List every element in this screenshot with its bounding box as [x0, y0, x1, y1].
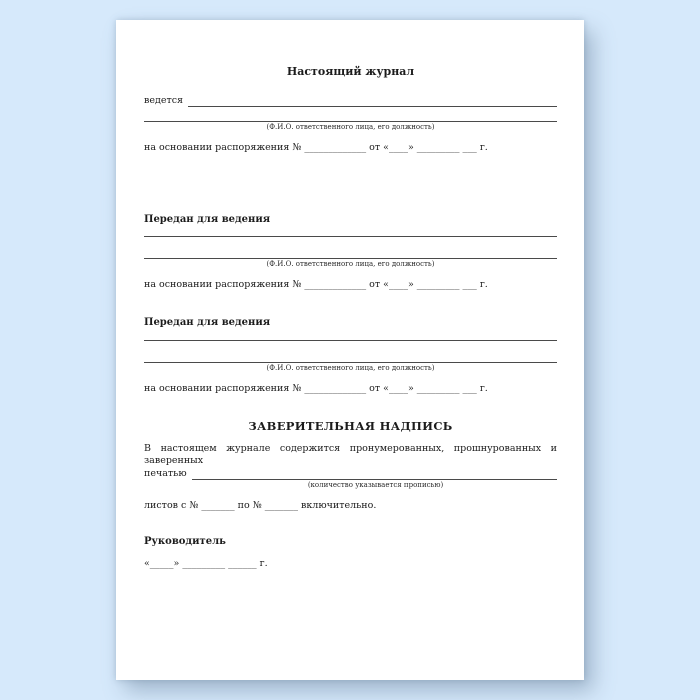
transfer-section-title: Передан для ведения — [144, 213, 271, 225]
certification-seal-row — [144, 467, 557, 480]
intro-fill-line-2 — [144, 107, 557, 122]
signature-date-line: «_____» _________ ______ г. — [144, 558, 268, 570]
certification-quantity-caption: (количество указывается прописью) — [307, 480, 444, 489]
transfer-section-title: Передан для ведения — [144, 317, 271, 329]
certification-seal-label: печатью — [144, 467, 187, 479]
transfer-fill-line-1 — [144, 330, 557, 341]
intro-lead-label: ведется — [144, 94, 184, 106]
transfer-basis-line: на основании распоряжения № _____________ от «____» _________ ___ г. — [144, 382, 488, 394]
certification-sheets-line: листов с № _______ по № _______ включительно. — [144, 499, 377, 511]
document-title: Настоящий журнал — [286, 65, 415, 78]
transfer-fio-caption: (Ф.И.О. ответственного лица, его должность) — [266, 363, 435, 372]
intro-basis-line: на основании распоряжения № _____________ от «____» _________ ___ г. — [144, 141, 488, 153]
transfer-section-2 — [144, 317, 557, 394]
signer-title: Руководитель — [144, 535, 226, 547]
transfer-fill-line-2 — [144, 237, 557, 259]
transfer-fill-line-1 — [144, 226, 557, 237]
certification-section — [144, 419, 557, 512]
transfer-basis-line: на основании распоряжения № _____________ от «____» _________ ___ г. — [144, 279, 488, 291]
transfer-section-1 — [144, 214, 557, 291]
certification-title: ЗАВЕРИТЕЛЬНАЯ НАДПИСЬ — [248, 418, 453, 433]
intro-lead-row — [144, 94, 557, 107]
signature-section — [144, 536, 557, 570]
transfer-fio-caption: (Ф.И.О. ответственного лица, его должность) — [266, 260, 435, 269]
certification-fill-line — [192, 466, 557, 480]
document-page — [116, 20, 584, 680]
intro-fill-line-1 — [188, 93, 557, 107]
intro-fio-caption: (Ф.И.О. ответственного лица, его должность) — [266, 122, 435, 131]
certification-body-line: В настоящем журнале содержится пронумерованных, прошнурованных и заверенных — [144, 443, 557, 466]
intro-section — [144, 94, 557, 154]
transfer-fill-line-2 — [144, 341, 557, 363]
